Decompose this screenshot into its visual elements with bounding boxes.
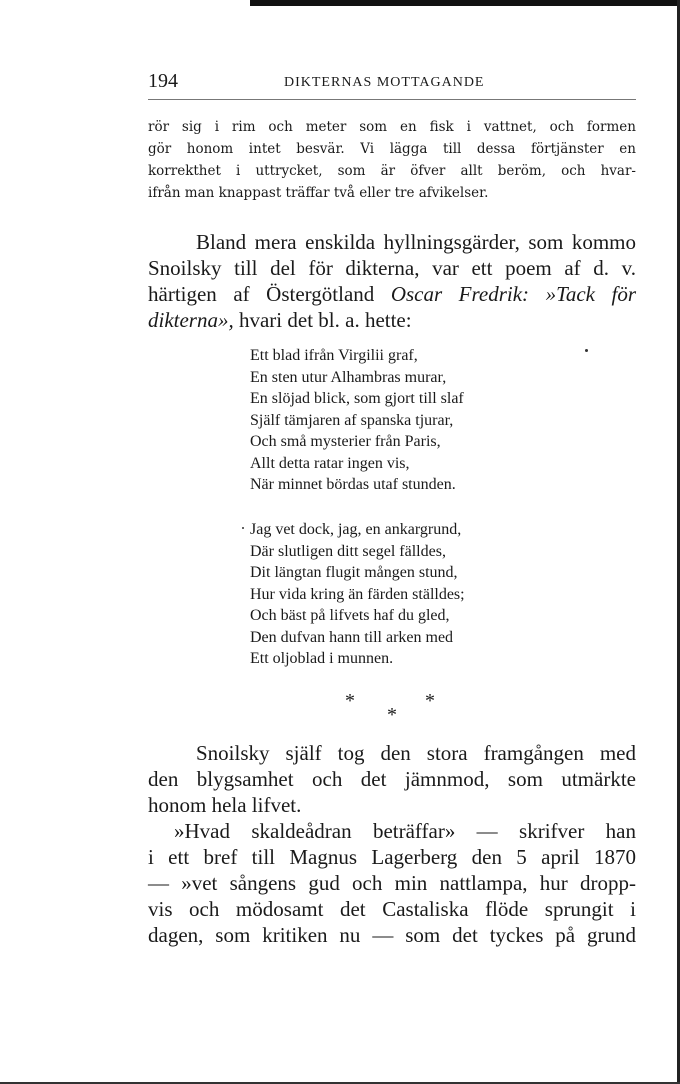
poem-line: Själf tämjaren af spanska tjurar, — [250, 411, 454, 429]
poem-line: Och små mysterier från Paris, — [250, 433, 441, 450]
poem-line: När minnet bördas utaf stunden. — [250, 476, 456, 493]
text-line: Snoilsky till del för dikterna, var ett poem af d. v. — [148, 256, 636, 280]
text-line: Bland mera enskilda hyllningsgärder, som kommo — [196, 230, 636, 254]
scan-border-top — [250, 0, 680, 6]
asterisk: * — [345, 690, 355, 712]
text-line: — »vet sångens gud och min nattlampa, hur dropp- — [148, 871, 636, 895]
poem-line: Där slutligen ditt segel fälldes, — [250, 542, 446, 560]
poem-stanza-2 — [250, 519, 465, 670]
asterisk: * — [425, 690, 435, 712]
text-line: dagen, som kritiken nu — som det tyckes på grund — [148, 923, 636, 947]
italic-title: dikterna», — [148, 308, 234, 332]
paragraph-modesty — [148, 740, 636, 818]
scan-speck — [242, 527, 244, 529]
poem-line: Dit längtan flugit mången stund, — [250, 564, 458, 581]
poem-line: Allt detta ratar ingen vis, — [250, 454, 410, 472]
text-line: den blygsamhet och det jämnmod, som utmärkte — [148, 767, 636, 791]
running-head: DIKTERNAS MOTTAGANDE — [284, 75, 485, 90]
poem-line: Den dufvan hann till arken med — [250, 628, 454, 646]
poem-line: Jag vet dock, jag, en ankargrund, — [250, 521, 462, 538]
text-line: Snoilsky själf tog den stora framgången med — [196, 741, 636, 765]
paragraph-tribute — [148, 229, 636, 333]
text-segment: hvari det bl. a. hette: — [233, 308, 412, 332]
poem-line: En sten utur Alhambras murar, — [250, 368, 447, 386]
text-line: vis och mödosamt det Castaliska flöde sprungit i — [148, 897, 636, 921]
scan-speck — [585, 349, 588, 352]
asterisk: * — [387, 704, 397, 726]
text-segment: härtigen af Östergötland — [148, 282, 391, 306]
text-line: ifrån man knappast träffar två eller tre afvikelser. — [148, 185, 489, 201]
page-number: 194 — [148, 70, 178, 92]
text-line: i ett bref till Magnus Lagerberg den 5 april 1870 — [148, 845, 636, 869]
italic-title: »Tack för — [529, 282, 637, 306]
poem-line: Hur vida kring än färden ställdes; — [250, 585, 465, 603]
poem-line: Och bäst på lifvets haf du gled, — [250, 607, 450, 624]
italic-name: Oscar Fredrik: — [390, 282, 530, 306]
text-line — [148, 281, 636, 307]
text-line: gör honom intet besvär. Vi lägga till dessa förtjänster en — [148, 141, 636, 157]
poem-stanza-1 — [250, 345, 464, 496]
paragraph-letter-quote — [148, 818, 636, 948]
text-line: korrekthet i uttrycket, som är öfver allt beröm, och hvar- — [148, 163, 636, 179]
small-print-paragraph — [148, 116, 636, 204]
poem-line: Ett oljoblad i munnen. — [250, 650, 394, 667]
asterism-divider — [345, 690, 445, 730]
text-line — [148, 307, 636, 333]
header-rule — [148, 99, 636, 100]
page-header — [148, 70, 636, 100]
poem-line: Ett blad ifrån Virgilii graf, — [250, 347, 418, 364]
text-line: honom hela lifvet. — [148, 793, 302, 817]
text-line: rör sig i rim och meter som en fisk i vattnet, och formen — [148, 119, 636, 135]
poem-line: En slöjad blick, som gjort till slaf — [250, 390, 464, 407]
text-line: »Hvad skaldeådran beträffar» — skrifver han — [174, 819, 636, 843]
